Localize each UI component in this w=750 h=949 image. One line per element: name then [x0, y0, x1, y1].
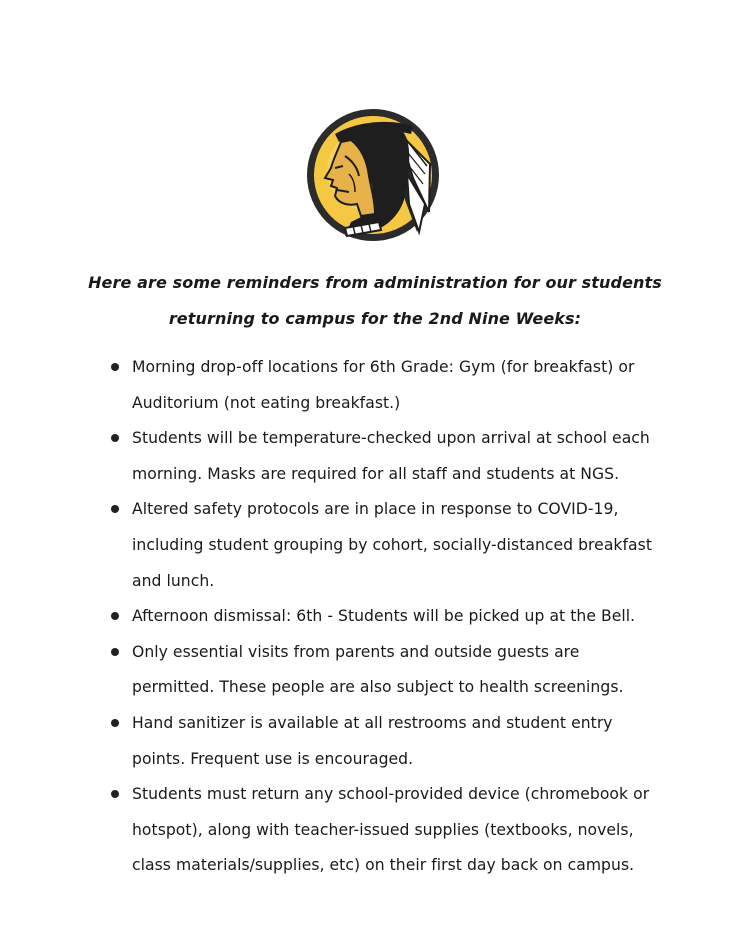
list-item-line: Afternoon dismissal: 6th - Students will be picked up at the Bell. [132, 607, 636, 626]
list-item [0, 635, 677, 706]
bullet-icon [111, 505, 119, 513]
bullet-icon [111, 434, 119, 442]
bullet-icon [111, 612, 119, 620]
bullet-icon [111, 719, 119, 727]
list-item-line: Students must return any school-provided device (chromebook or [132, 785, 650, 804]
bullet-icon [111, 363, 119, 371]
list-item-line: points. Frequent use is encouraged. [132, 749, 414, 768]
list-item [0, 492, 677, 599]
list-item-line: class materials/supplies, etc) on their first day back on campus. [132, 856, 635, 875]
list-item-line: hotspot), along with teacher-issued supplies (textbooks, novels, [132, 820, 634, 839]
list-item [0, 350, 677, 421]
reminder-heading-line-1: Here are some reminders from administration for our students [88, 273, 662, 292]
list-item-line: Students will be temperature-checked upon arrival at school each [132, 429, 650, 448]
list-item-line: Hand sanitizer is available at all restrooms and student entry [132, 713, 613, 732]
list-item [0, 777, 677, 884]
list-item-line: including student grouping by cohort, socially-distanced breakfast [132, 535, 652, 554]
list-item-line: morning. Masks are required for all staff and students at NGS. [132, 464, 620, 483]
list-item [0, 599, 677, 635]
reminder-heading-line-2: returning to campus for the 2nd Nine Weeks: [168, 309, 582, 328]
list-item [0, 706, 677, 777]
list-item-line: Altered safety protocols are in place in response to COVID-19, [132, 500, 619, 519]
list-item [0, 421, 677, 492]
list-item-line: and lunch. [132, 571, 215, 590]
bullet-icon [111, 790, 119, 798]
list-item-line: Auditorium (not eating breakfast.) [132, 393, 401, 412]
list-item-line: Morning drop-off locations for 6th Grade: Gym (for breakfast) or [132, 358, 635, 376]
bullet-icon [111, 648, 119, 656]
list-item-line: Only essential visits from parents and outside guests are [132, 642, 580, 661]
warrior-head-logo [305, 104, 445, 246]
reminder-list [0, 350, 750, 884]
list-item-line: permitted. These people are also subject to health screenings. [132, 678, 624, 697]
